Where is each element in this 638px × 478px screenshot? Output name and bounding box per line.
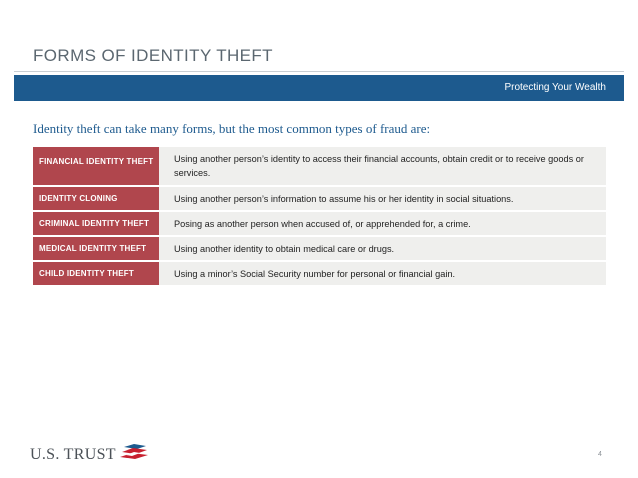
logo-wordmark: U.S. TRUST [30, 445, 116, 463]
table-row [33, 237, 606, 260]
row-label: CHILD IDENTITY THEFT [33, 262, 159, 285]
title-divider [14, 71, 624, 72]
row-description: Using another identity to obtain medical care or drugs. [159, 237, 606, 260]
us-trust-logo [30, 444, 150, 465]
row-label: IDENTITY CLONING [33, 187, 159, 210]
row-label: MEDICAL IDENTITY THEFT [33, 237, 159, 260]
header-banner [14, 75, 624, 101]
slide-title: FORMS OF IDENTITY THEFT [33, 46, 273, 65]
banner-text: Protecting Your Wealth [504, 82, 606, 93]
table-row [33, 212, 606, 235]
row-description: Posing as another person when accused of, or apprehended for, a crime. [159, 212, 606, 235]
fraud-types-table [33, 147, 606, 287]
flag-logo-icon [120, 444, 150, 465]
row-label: CRIMINAL IDENTITY THEFT [33, 212, 159, 235]
row-description: Using another person’s identity to access their financial accounts, obtain credit or to receive goods or services. [159, 147, 606, 185]
table-row [33, 187, 606, 210]
table-row [33, 262, 606, 285]
row-label: FINANCIAL IDENTITY THEFT [33, 147, 159, 185]
page-number: 4 [598, 451, 602, 458]
row-description: Using another person’s information to assume his or her identity in social situations. [159, 187, 606, 210]
row-description: Using a minor’s Social Security number for personal or financial gain. [159, 262, 606, 285]
intro-text: Identity theft can take many forms, but the most common types of fraud are: [33, 121, 431, 136]
table-row [33, 147, 606, 185]
